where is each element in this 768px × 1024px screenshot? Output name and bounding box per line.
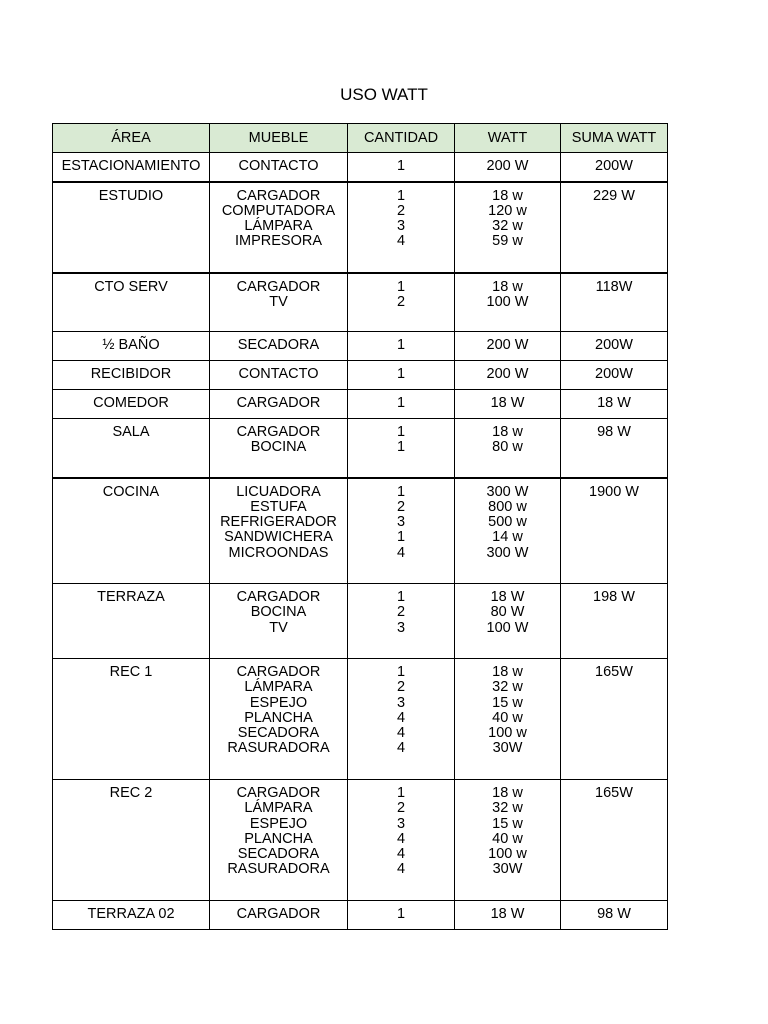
mueble-cell: [210, 361, 348, 390]
watt-cell-line: 80 W: [490, 604, 525, 621]
suma-watt-cell: 200W: [561, 332, 668, 361]
watt-cell-line: 30W: [492, 740, 523, 757]
cantidad-cell: [348, 419, 455, 478]
area-cell: CTO SERV: [53, 273, 210, 332]
area-cell: COMEDOR: [53, 390, 210, 419]
mueble-cell-line: CARGADOR: [236, 664, 321, 680]
cantidad-cell: [348, 273, 455, 332]
cantidad-cell-line: 4: [396, 233, 406, 250]
watt-cell-line: 32 w: [492, 800, 523, 817]
watt-cell-line: 32 w: [492, 679, 523, 696]
watt-usage-table: [52, 123, 668, 930]
mueble-cell-line: CARGADOR: [236, 395, 321, 411]
mueble-cell-line: SECADORA: [237, 725, 320, 742]
mueble-cell-line: LÁMPARA: [244, 800, 313, 817]
cantidad-cell: [348, 780, 455, 901]
header-watt: WATT: [455, 124, 561, 153]
watt-cell: [455, 901, 561, 930]
table-row: [53, 419, 668, 478]
cantidad-cell-line: 4: [396, 861, 406, 878]
area-cell: REC 1: [53, 659, 210, 780]
suma-watt-cell: 98 W: [561, 419, 668, 478]
cantidad-cell: [348, 332, 455, 361]
mueble-cell-line: RASURADORA: [227, 861, 330, 878]
suma-watt-cell: 200W: [561, 153, 668, 182]
mueble-cell-line: SECADORA: [237, 337, 320, 353]
watt-cell-line: 100 w: [488, 725, 527, 742]
mueble-cell-line: BOCINA: [250, 604, 307, 621]
watt-cell-line: 18 W: [490, 906, 525, 922]
watt-cell-line: 120 w: [488, 202, 527, 219]
area-cell: COCINA: [53, 478, 210, 584]
mueble-cell: [210, 153, 348, 182]
suma-watt-cell: 118W: [561, 273, 668, 332]
cantidad-cell: [348, 390, 455, 419]
watt-cell-line: 18 w: [492, 187, 523, 204]
watt-cell-line: 100 W: [486, 619, 529, 636]
table-row: [53, 332, 668, 361]
table-row: [53, 584, 668, 659]
mueble-cell-line: CARGADOR: [236, 424, 321, 440]
cantidad-cell-line: 3: [396, 815, 406, 832]
mueble-cell: [210, 584, 348, 659]
area-cell: ESTACIONAMIENTO: [53, 153, 210, 182]
header-cantidad: CANTIDAD: [348, 124, 455, 153]
mueble-cell-line: LÁMPARA: [244, 679, 313, 696]
cantidad-cell-line: 4: [396, 544, 406, 561]
mueble-cell: [210, 419, 348, 478]
watt-cell-line: 18 W: [490, 589, 525, 605]
cantidad-cell-line: 1: [396, 589, 406, 605]
mueble-cell-line: CARGADOR: [236, 187, 321, 204]
cantidad-cell-line: 3: [396, 218, 406, 235]
mueble-cell-line: SECADORA: [237, 846, 320, 863]
area-cell: REC 2: [53, 780, 210, 901]
cantidad-cell: [348, 182, 455, 273]
watt-cell-line: 15 w: [492, 694, 523, 711]
cantidad-cell-line: 3: [396, 619, 406, 636]
cantidad-cell-line: 1: [396, 278, 406, 295]
watt-cell-line: 300 W: [486, 544, 529, 561]
mueble-cell-line: TV: [269, 293, 288, 310]
watt-cell-line: 80 w: [492, 439, 523, 456]
watt-cell-line: 59 w: [492, 233, 523, 250]
mueble-cell-line: LICUADORA: [236, 483, 321, 500]
header-mueble: MUEBLE: [210, 124, 348, 153]
area-cell: TERRAZA 02: [53, 901, 210, 930]
cantidad-cell-line: 1: [396, 529, 406, 546]
watt-cell-line: 200 W: [486, 366, 529, 382]
mueble-cell-line: LÁMPARA: [244, 218, 313, 235]
cantidad-cell-line: 1: [396, 395, 406, 411]
mueble-cell: [210, 273, 348, 332]
mueble-cell-line: MICROONDAS: [228, 544, 329, 561]
suma-watt-cell: 229 W: [561, 182, 668, 273]
watt-cell-line: 18 w: [492, 664, 523, 680]
mueble-cell-line: CARGADOR: [236, 906, 321, 922]
mueble-cell-line: CARGADOR: [236, 589, 321, 605]
table-row: [53, 780, 668, 901]
cantidad-cell-line: 1: [396, 337, 406, 353]
mueble-cell: [210, 901, 348, 930]
watt-cell: [455, 780, 561, 901]
cantidad-cell-line: 4: [396, 740, 406, 757]
watt-cell-line: 300 W: [486, 483, 529, 500]
cantidad-cell-line: 1: [396, 785, 406, 801]
watt-cell: [455, 390, 561, 419]
watt-cell-line: 200 W: [486, 158, 529, 174]
watt-cell-line: 800 w: [488, 498, 527, 515]
cantidad-cell: [348, 584, 455, 659]
mueble-cell: [210, 659, 348, 780]
watt-cell: [455, 478, 561, 584]
mueble-cell-line: PLANCHA: [244, 830, 313, 847]
watt-cell-line: 15 w: [492, 815, 523, 832]
cantidad-cell-line: 2: [396, 679, 406, 696]
watt-cell: [455, 182, 561, 273]
table-header-row: [53, 124, 668, 153]
cantidad-cell: [348, 901, 455, 930]
watt-cell: [455, 153, 561, 182]
table-row: [53, 182, 668, 273]
page-title: USO WATT: [340, 85, 428, 104]
cantidad-cell-line: 1: [396, 906, 406, 922]
cantidad-cell-line: 3: [396, 694, 406, 711]
mueble-cell-line: BOCINA: [250, 439, 307, 456]
cantidad-cell-line: 4: [396, 725, 406, 742]
cantidad-cell-line: 1: [396, 664, 406, 680]
mueble-cell-line: ESPEJO: [249, 815, 308, 832]
watt-cell: [455, 584, 561, 659]
cantidad-cell: [348, 153, 455, 182]
cantidad-cell-line: 1: [396, 483, 406, 500]
watt-cell-line: 200 W: [486, 337, 529, 353]
cantidad-cell-line: 1: [396, 187, 406, 204]
watt-cell-line: 40 w: [492, 709, 523, 726]
table-row: [53, 901, 668, 930]
suma-watt-cell: 165W: [561, 659, 668, 780]
cantidad-cell-line: 3: [396, 514, 406, 531]
mueble-cell: [210, 478, 348, 584]
cantidad-cell-line: 2: [396, 498, 406, 515]
suma-watt-cell: 198 W: [561, 584, 668, 659]
mueble-cell-line: ESPEJO: [249, 694, 308, 711]
area-cell: SALA: [53, 419, 210, 478]
table-row: [53, 153, 668, 182]
watt-cell: [455, 273, 561, 332]
suma-watt-cell: 200W: [561, 361, 668, 390]
watt-cell-line: 100 w: [488, 846, 527, 863]
cantidad-cell-line: 4: [396, 709, 406, 726]
mueble-cell: [210, 182, 348, 273]
mueble-cell-line: CONTACTO: [238, 366, 319, 382]
watt-cell-line: 18 w: [492, 424, 523, 440]
cantidad-cell-line: 1: [396, 158, 406, 174]
mueble-cell: [210, 780, 348, 901]
watt-cell-line: 18 w: [492, 278, 523, 295]
cantidad-cell-line: 1: [396, 424, 406, 440]
mueble-cell-line: RASURADORA: [227, 740, 330, 757]
watt-cell-line: 30W: [492, 861, 523, 878]
table-row: [53, 361, 668, 390]
mueble-cell-line: TV: [269, 619, 288, 636]
watt-cell-line: 100 W: [486, 293, 529, 310]
watt-cell: [455, 659, 561, 780]
suma-watt-cell: 18 W: [561, 390, 668, 419]
cantidad-cell-line: 2: [396, 202, 406, 219]
watt-cell-line: 500 w: [488, 514, 527, 531]
cantidad-cell: [348, 478, 455, 584]
watt-cell-line: 40 w: [492, 830, 523, 847]
watt-cell-line: 32 w: [492, 218, 523, 235]
mueble-cell-line: ESTUFA: [250, 498, 307, 515]
mueble-cell-line: CARGADOR: [236, 785, 321, 801]
table-row: [53, 659, 668, 780]
mueble-cell-line: REFRIGERADOR: [220, 514, 337, 531]
table-row: [53, 478, 668, 584]
cantidad-cell-line: 4: [396, 830, 406, 847]
suma-watt-cell: 1900 W: [561, 478, 668, 584]
cantidad-cell-line: 1: [396, 366, 406, 382]
watt-cell: [455, 361, 561, 390]
suma-watt-cell: 165W: [561, 780, 668, 901]
cantidad-cell: [348, 659, 455, 780]
cantidad-cell: [348, 361, 455, 390]
table-row: [53, 273, 668, 332]
cantidad-cell-line: 4: [396, 846, 406, 863]
mueble-cell-line: CARGADOR: [236, 278, 321, 295]
mueble-cell-line: COMPUTADORA: [221, 202, 336, 219]
table-row: [53, 390, 668, 419]
watt-cell: [455, 332, 561, 361]
area-cell: TERRAZA: [53, 584, 210, 659]
cantidad-cell-line: 2: [396, 604, 406, 621]
cantidad-cell-line: 2: [396, 800, 406, 817]
mueble-cell: [210, 390, 348, 419]
mueble-cell-line: CONTACTO: [238, 158, 319, 174]
mueble-cell: [210, 332, 348, 361]
area-cell: ½ BAÑO: [53, 332, 210, 361]
mueble-cell-line: PLANCHA: [244, 709, 313, 726]
area-cell: ESTUDIO: [53, 182, 210, 273]
suma-watt-cell: 98 W: [561, 901, 668, 930]
area-cell: RECIBIDOR: [53, 361, 210, 390]
header-area: ÁREA: [53, 124, 210, 153]
mueble-cell-line: IMPRESORA: [234, 233, 322, 250]
watt-cell-line: 18 W: [490, 395, 525, 411]
watt-cell-line: 18 w: [492, 785, 523, 801]
cantidad-cell-line: 2: [396, 293, 406, 310]
table-body: [53, 153, 668, 930]
watt-cell: [455, 419, 561, 478]
cantidad-cell-line: 1: [396, 439, 406, 456]
mueble-cell-line: SANDWICHERA: [224, 529, 333, 546]
watt-cell-line: 14 w: [492, 529, 523, 546]
header-suma-watt: SUMA WATT: [561, 124, 668, 153]
